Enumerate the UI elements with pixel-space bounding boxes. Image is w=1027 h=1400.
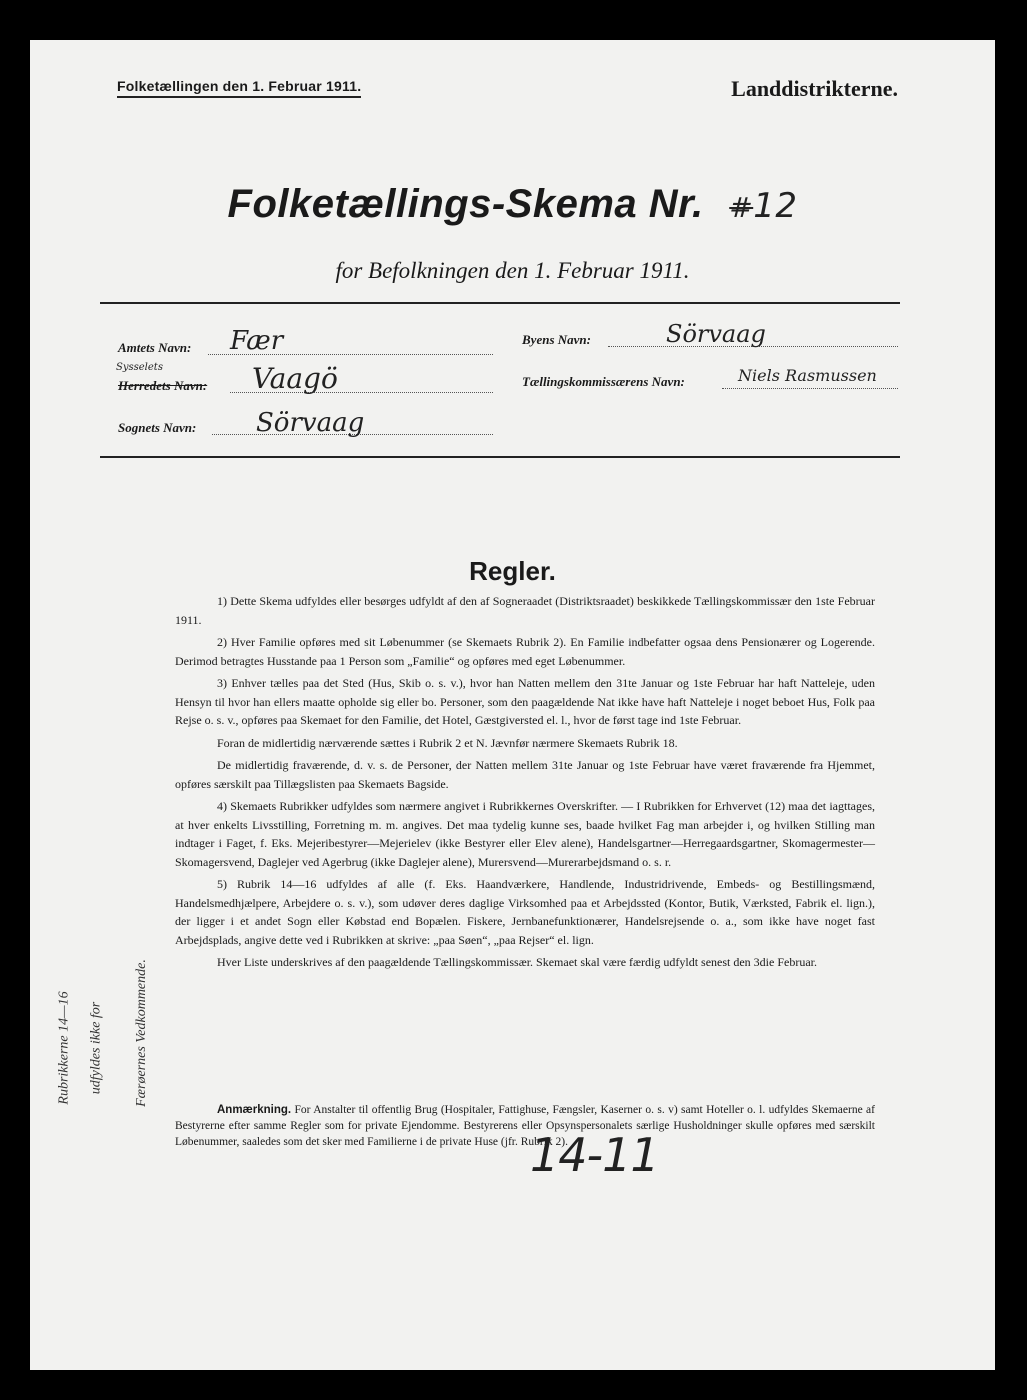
note-text: For Anstalter til offentlig Brug (Hospitaler, Fattighuse, Fængsler, Kaserner o. s. v) samt Hoteller o. l. udfyldes Skemaerne af Bestyrerne efter samme Regler som for private Ejendomme. Bestyrerens eller Opsynspersonalets særlige Husholdninger skulle opføres med særskilt Løbenummer, saaledes som det sker med Familierne i de private Huse (jfr. Rubrik 2). [175, 1104, 875, 1148]
herred-value: Vaagö [252, 362, 338, 395]
rule-paragraph: 2) Hver Familie opføres med sit Løbenummer (se Skemaets Rubrik 2). En Familie indbefatter ogsaa dens Pensionærer og Logerende. Derimod betragtes Husstande paa 1 Person som „Familie“ og opføres med eget Løbenummer. [175, 635, 875, 668]
rule-paragraph: 3) Enhver tælles paa det Sted (Hus, Skib o. s. v.), hvor han Natten mellem den 31te Januar og 1ste Februar har haft Natteleje, uden Hensyn til hvor han ellers maatte opholde sig eller bo. Personer, som den paagældende Nat ikke have haft Natteleje i noget beboet Hus, Folk paa Rejse o. s. v., opføres paa Skemaet for den Familie, det Hotel, Gæstgiversted el. l., hvor de først tage ind 1ste Februar. [175, 676, 875, 727]
rule-paragraph: 4) Skemaets Rubrikker udfyldes som nærmere angivet i Rubrikkernes Overskrifter. — I Rubrikken for Erhvervet (12) maa det iagttages, at hver enkelts Livsstilling, Forretning m. m. angives. Det maa tydelig kunne ses, baade hvilket Fag man arbejder i, og hvilken Stilling man indtager i Faget, f. Eks. Mejeribestyrer—Mejerielev (ikke Bestyrer eller Elev alene), Handelsgartner—Herregaardsgartner, Skomagermester—Skomagersvend, Daglejer ved Agerbrug (ikke Daglejer alene), Murersvend—Murerarbejdsmand o. s. r. [175, 799, 875, 869]
amt-value: Fær [230, 326, 284, 356]
form-title-text: Folketællings-Skema Nr. [227, 182, 704, 226]
amt-label: Amtets Navn: [118, 340, 192, 355]
margin-note-1: Rubrikkerne 14—16 [56, 991, 72, 1105]
form-subtitle: for Befolkningen den 1. Februar 1911. [335, 258, 690, 283]
kommissaer-label: Tællingskommissærens Navn: [522, 374, 685, 389]
kommissaer-value: Niels Rasmussen [738, 366, 877, 385]
top-divider [100, 302, 900, 304]
rule-paragraph: Hver Liste underskrives af den paagældende Tællingskommissær. Skemaet skal være færdig udfyldt senest den 3die Februar. [217, 955, 817, 969]
herred-label [118, 378, 207, 394]
margin-note-2: udfyldes ikke for [88, 1001, 104, 1095]
herred-prefix: Sysselets [116, 362, 163, 373]
census-header: Folketællingen den 1. Februar 1911. [117, 78, 361, 98]
census-form-page [30, 40, 995, 1370]
form-title [30, 182, 995, 227]
by-label: Byens Navn: [522, 332, 591, 347]
sogn-label: Sognets Navn: [118, 420, 197, 435]
sogn-value: Sörvaag [256, 408, 365, 438]
handwritten-number: 14-11 [530, 1128, 659, 1182]
form-number: #12 [729, 186, 798, 226]
rule-paragraph: 5) Rubrik 14—16 udfyldes af alle (f. Eks. Haandværkere, Handlende, Industridrivende, Embeds- og Bestillingsmænd, Handelsmedhjælpere, Arbejdere o. s. v.), som udøver deres daglige Virksomhed paa et Arbejdssted (Kontor, Butik, Værksted, Fabrik el. lign.), der ligger i et andet Sogn eller Købstad end Bopælen. Fiskere, Jernbanefunktionærer, Handelsrejsende o. a., som ikke have noget fast Arbejdsplads, angive dette ved i Rubrikken at skrive: „paa Søen“, „paa Rejser“ el. lign. [175, 877, 875, 947]
rule-paragraph: Foran de midlertidig nærværende sættes i Rubrik 2 et N. Jævnfør nærmere Skemaets Rubrik 18. [217, 735, 678, 750]
rules-title: Regler. [469, 556, 556, 586]
herred-label-text: Herredets Navn: [118, 378, 208, 393]
note-label: Anmærkning. [217, 1104, 292, 1116]
form-number-value: 12 [753, 186, 798, 226]
fields-divider [100, 456, 900, 458]
by-value: Sörvaag [666, 320, 766, 348]
rule-paragraph: 1) Dette Skema udfyldes eller besørges udfyldt af den af Sogneraadet (Distriktsraadet) beskikkede Tællingskommissær den 1ste Februar 1911. [175, 594, 875, 627]
district-type-header: Landdistrikterne. [731, 76, 898, 101]
annotation-note [175, 1102, 875, 1150]
rule-paragraph: De midlertidig fraværende, d. v. s. de Personer, der Natten mellem 31te Januar og 1ste Februar have været fraværende fra Hjemmet, opføres særskilt paa Tillægslisten paa Skemaets Bagside. [175, 758, 875, 791]
rules-body [175, 592, 875, 976]
margin-note-3: Færøernes Vedkommende. [133, 959, 149, 1107]
kommissaer-line [722, 388, 898, 389]
